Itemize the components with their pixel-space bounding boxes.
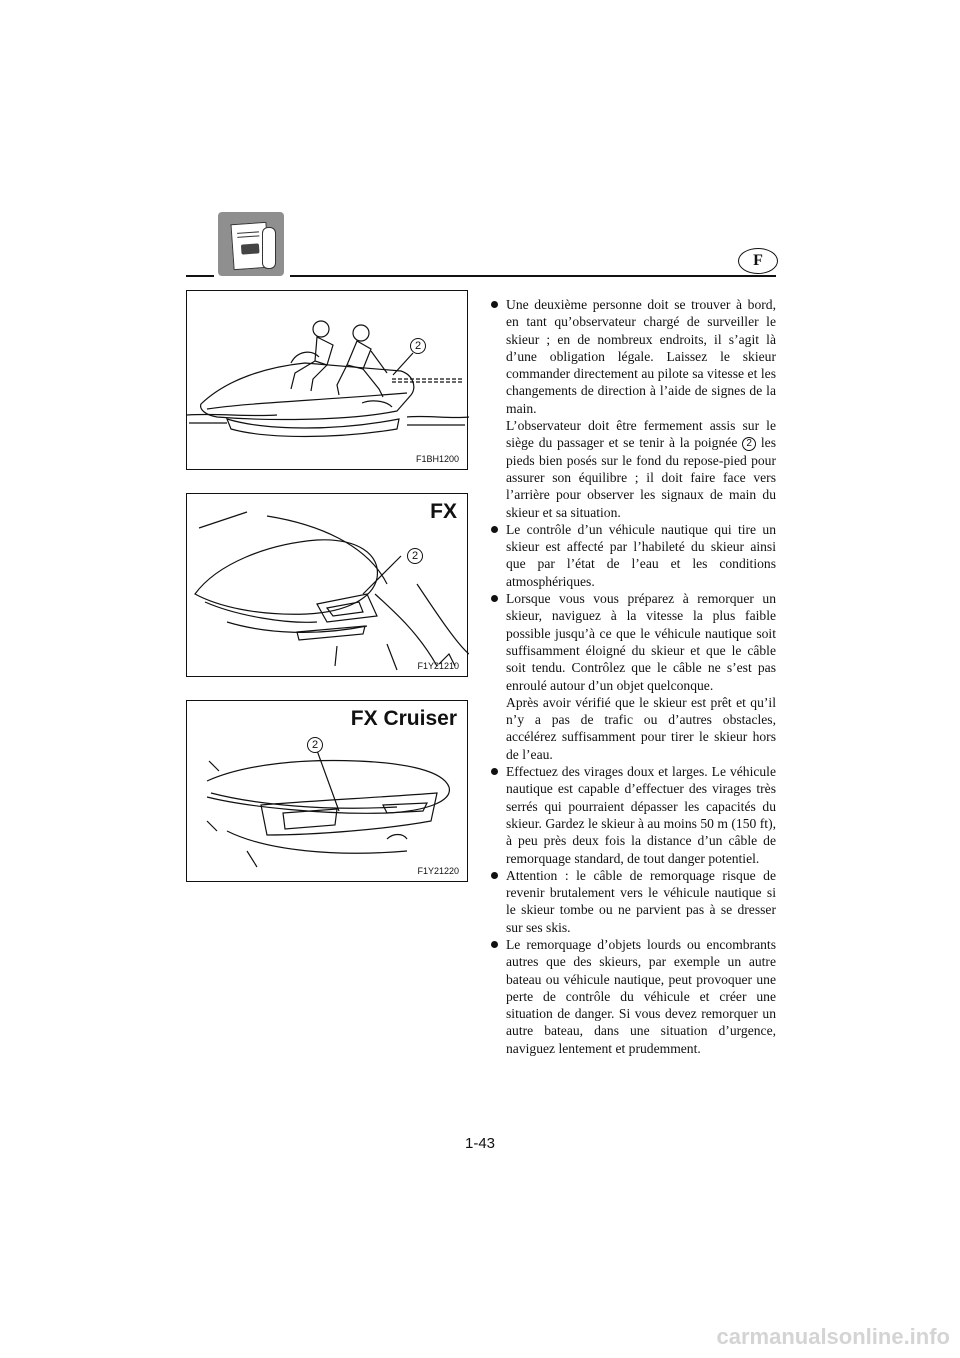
instructions-text — [489, 296, 776, 1057]
watercraft-with-riders-illustration — [187, 291, 469, 471]
page-number: 1-43 — [464, 1135, 496, 1152]
list-item: Lorsque vous vous préparez à remorquer un skieur, naviguez à la vitesse la plus faible possible jusqu’à ce que le véhicule nautique soit suffisamment éloigné du skieur et que le câble soit tendu. Contrôlez que le câble ne s’est pas enroulé autour d’un objet quelconque. — [489, 590, 776, 694]
language-badge: F — [738, 248, 778, 274]
inline-callout-2: 2 — [742, 437, 756, 451]
callout-2: 2 — [307, 737, 323, 753]
figure-code: F1Y21210 — [417, 661, 459, 671]
list-item-continuation — [489, 417, 776, 521]
figure-model-label: FX — [430, 500, 457, 523]
figure-towing-observer — [186, 290, 468, 470]
manual-roll — [262, 227, 276, 269]
continuation-text: L’observateur doit être fermement assis sur le siège du passager et se tenir à la poignée — [506, 418, 776, 451]
figure-model-label: FX Cruiser — [350, 707, 457, 730]
fx-rear-seat-handle-illustration — [187, 494, 469, 678]
figure-fx-grab-handle — [186, 493, 468, 677]
list-item: Effectuez des virages doux et larges. Le véhicule nautique est capable d’effectuer des virages très serrés qui pourraient dépasser les capacités du skieur. Gardez le skieur à au moins 50 m (150 ft), à peu près deux fois la distance d’un câble de remorquage standard, de tout danger potentiel. — [489, 763, 776, 867]
callout-2: 2 — [410, 338, 426, 354]
list-item: Le contrôle d’un véhicule nautique qui tire un skieur est affecté par l’habileté du skieur ainsi que par l’état de l’eau et les conditions atmosphériques. — [489, 521, 776, 590]
list-item: Le remorquage d’objets lourds ou encombrants autres que des skieurs, par exemple un autre bateau ou véhicule nautique, peut provoquer une perte de contrôle du véhicule et créer une situation de danger. Si vous devez remorquer un autre bateau, dans une situation d’urgence, naviguez lentement et prudemment. — [489, 936, 776, 1057]
list-item-continuation: Après avoir vérifié que le skieur est prêt et qu’il n’y a pas de trafic ou d’autres obstacles, accélérez suffisamment pour tirer le skieur hors de l’eau. — [506, 694, 776, 762]
watermark: carmanualsonline.info — [716, 1324, 950, 1349]
header-rule-right — [290, 275, 776, 277]
figure-code: F1Y21220 — [417, 866, 459, 876]
list-item: Attention : le câble de remorquage risque de revenir brutalement vers le véhicule nautique si le skieur tombe ou ne parvient pas à se dresser sur ses skis. — [489, 867, 776, 936]
callout-2: 2 — [407, 548, 423, 564]
figure-code: F1BH1200 — [415, 454, 459, 464]
figure-fx-cruiser-grab-handle — [186, 700, 468, 882]
list-item: Une deuxième personne doit se trouver à bord, en tant qu’observateur chargé de surveiller le skieur ; en de nombreux endroits, il s’agit là d’une obligation légale. Laissez le skieur commander directement au pilote sa vitesse et les changements de direction à l’aide de signes de la main. — [489, 296, 776, 417]
header-rule-left — [186, 275, 214, 277]
owner-manual-icon — [218, 212, 284, 276]
continuation-text: les pieds bien posés sur le fond du repose-pied pour assurer son équilibre ; il doit faire face vers l’arrière pour observer les signaux de main du skieur et sa situation. — [506, 435, 776, 520]
